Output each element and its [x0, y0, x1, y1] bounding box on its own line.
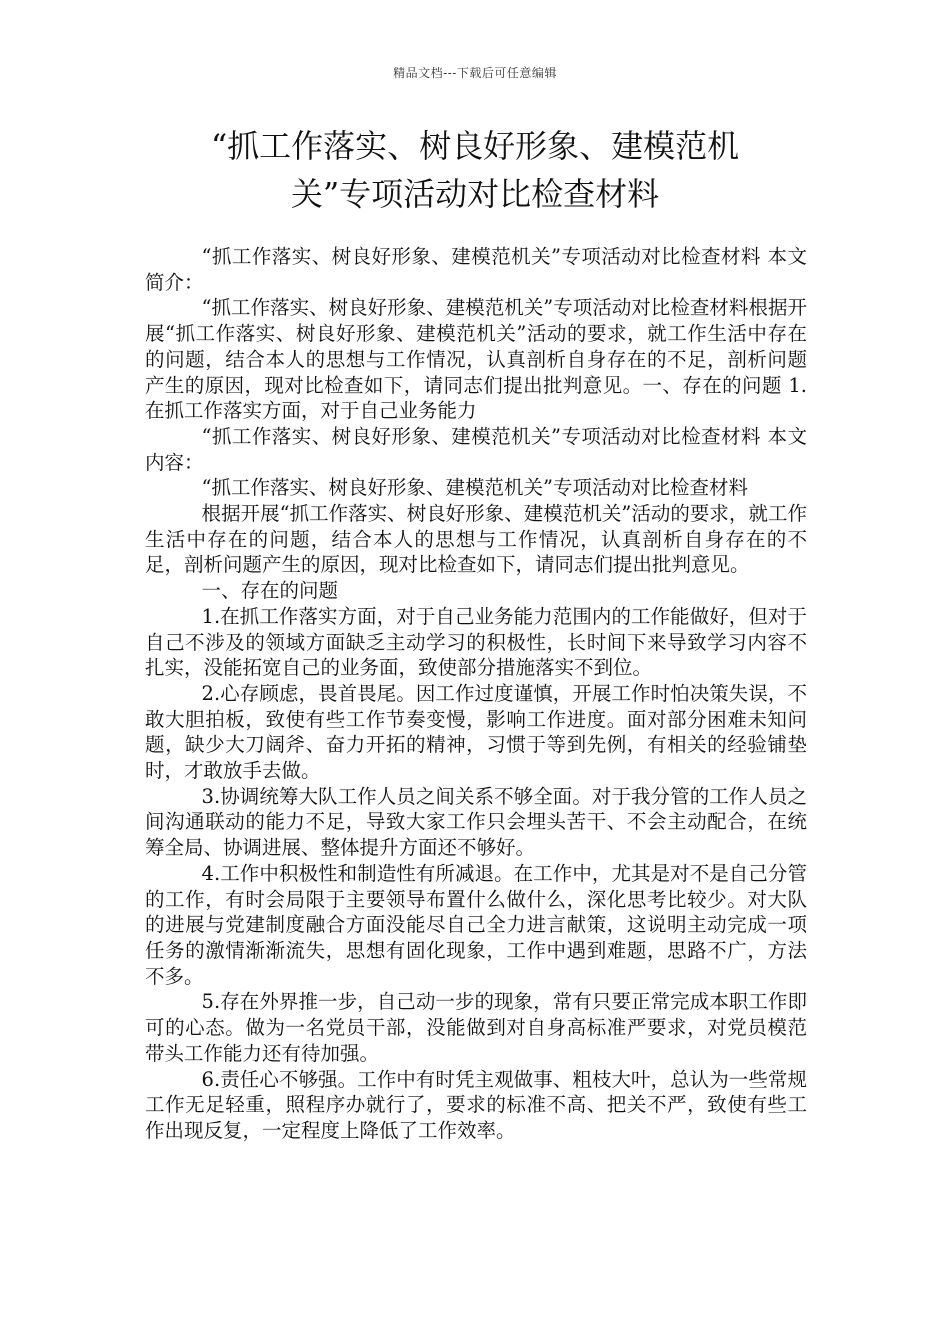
document-body	[145, 244, 807, 1144]
paragraph: 4.工作中积极性和制造性有所减退。在工作中，尤其是对不是自己分管的工作，有时会局限于主要领导布置什么做什么，深化思考比较少。对大队的进展与党建制度融合方面没能尽自己全力进言献策，这说明主动完成一项任务的激情渐渐流失，思想有固化现象，工作中遇到难题，思路不广，方法不多。	[145, 861, 807, 988]
paragraph: 6.责任心不够强。工作中有时凭主观做事、粗枝大叶，总认为一些常规工作无足轻重，照程序办就行了，要求的标准不高、把关不严，致使有些工作出现反复，一定程度上降低了工作效率。	[145, 1067, 807, 1142]
paragraph: 2.心存顾虑，畏首畏尾。因工作过度谨慎，开展工作时怕决策失误，不敢大胆拍板，致使有些工作节奏变慢，影响工作进度。面对部分困难未知问题，缺少大刀阔斧、奋力开拓的精神，习惯于等到先例，有相关的经验铺垫时，才敢放手去做。	[145, 681, 807, 783]
header-note: 精品文档---下载后可任意编辑	[393, 66, 557, 80]
document-title: “抓工作落实、树良好形象、建模范机关”专项活动对比检查材料	[210, 127, 740, 213]
paragraph: “抓工作落实、树良好形象、建模范机关”专项活动对比检查材料根据开展“抓工作落实、树良好形象、建模范机关”活动的要求，就工作生活中存在的问题，结合本人的思想与工作情况，认真剖析自身存在的不足，剖析问题产生的原因，现对比检查如下，请同志们提出批判意见。一、存在的问题 1.在抓工作落实方面，对于自己业务能力	[145, 296, 807, 423]
paragraph: “抓工作落实、树良好形象、建模范机关”专项活动对比检查材料 本文内容：	[145, 424, 807, 474]
paragraph: 3.协调统筹大队工作人员之间关系不够全面。对于我分管的工作人员之间沟通联动的能力不足，导致大家工作只会埋头苦干、不会主动配合，在统筹全局、协调进展、整体提升方面还不够好。	[145, 784, 807, 860]
section-heading: 一、存在的问题	[201, 579, 339, 603]
paragraph: 1.在抓工作落实方面，对于自己业务能力范围内的工作能做好，但对于自己不涉及的领域方面缺乏主动学习的积极性，长时间下来导致学习内容不扎实，没能拓宽自己的业务面，致使部分措施落实不到位。	[145, 604, 807, 680]
paragraph: 根据开展“抓工作落实、树良好形象、建模范机关”活动的要求，就工作生活中存在的问题，结合本人的思想与工作情况，认真剖析自身存在的不足，剖析问题产生的原因，现对比检查如下，请同志们提出批判意见。	[145, 502, 807, 577]
paragraph: “抓工作落实、树良好形象、建模范机关”专项活动对比检查材料	[201, 476, 748, 500]
paragraph: 5.存在外界推一步，自己动一步的现象，常有只要正常完成本职工作即可的心态。做为一名党员干部，没能做到对自身高标准严要求，对党员模范带头工作能力还有待加强。	[145, 990, 807, 1065]
paragraph: “抓工作落实、树良好形象、建模范机关”专项活动对比检查材料 本文简介：	[145, 245, 807, 294]
